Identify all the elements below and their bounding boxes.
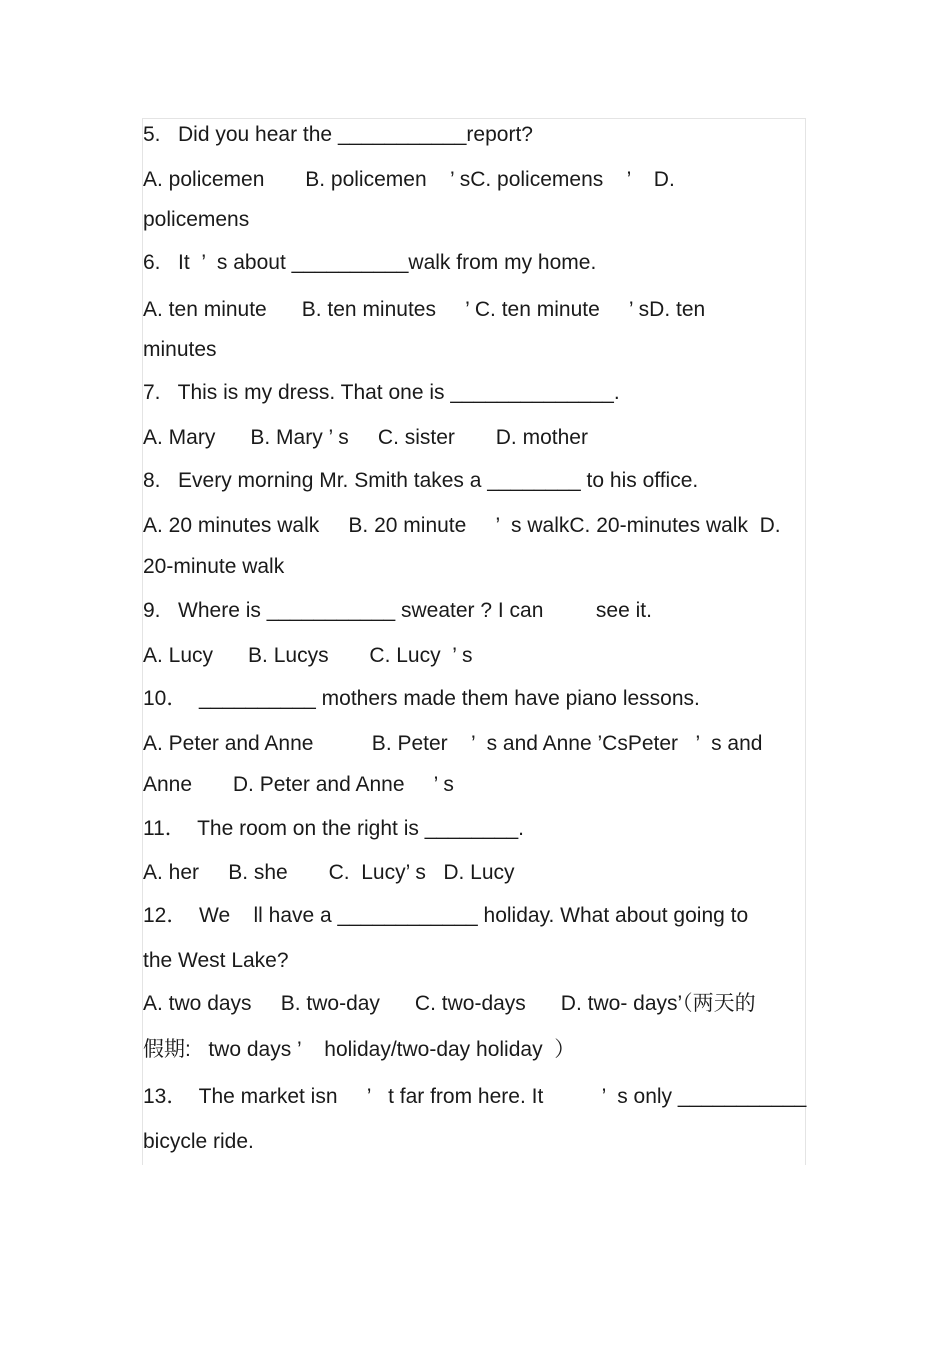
- question-12-cont: the West Lake?: [143, 949, 289, 972]
- question-10-options: A. Peter and Anne B. Peter ’ s and Anne ’CsPeter ’ s and: [143, 732, 763, 755]
- question-11: 11． The room on the right is ________.: [143, 817, 524, 840]
- question-8: 8. Every morning Mr. Smith takes a ________ to his office.: [143, 469, 699, 492]
- question-5-options: A. policemen B. policemen ’ sC. policemens ’ D.: [143, 168, 675, 191]
- question-10-options-cont: Anne D. Peter and Anne ’ s: [143, 773, 454, 796]
- question-5-options-cont: policemens: [143, 208, 250, 231]
- question-5: 5. Did you hear the ___________report?: [143, 123, 533, 146]
- question-11-options: A. her B. she C. Lucy’ s D. Lucy: [143, 861, 515, 884]
- question-12-options-cont: 假期: two days ’ holiday/two-day holiday ）: [143, 1038, 576, 1061]
- question-12-options: A. two days B. two-day C. two-days D. two- days’（两天的: [143, 992, 756, 1015]
- question-13-cont: bicycle ride.: [143, 1130, 254, 1153]
- question-10: 10． __________ mothers made them have piano lessons.: [143, 687, 700, 710]
- question-9: 9. Where is ___________ sweater ? I can see it.: [143, 599, 652, 622]
- question-7: 7. This is my dress. That one is ______________.: [143, 381, 620, 404]
- question-8-options: A. 20 minutes walk B. 20 minute ’ s walkC. 20-minutes walk D.: [143, 514, 781, 537]
- question-13: 13． The market isn ’ t far from here. It ’ s only ___________: [143, 1085, 807, 1108]
- question-6-options-cont: minutes: [143, 338, 217, 361]
- question-6: 6. It ’ s about __________walk from my home.: [143, 251, 597, 274]
- question-6-options: A. ten minute B. ten minutes ’ C. ten minute ’ sD. ten: [143, 298, 706, 321]
- question-7-options: A. Mary B. Mary ’ s C. sister D. mother: [143, 426, 588, 449]
- question-8-options-cont: 20-minute walk: [143, 555, 285, 578]
- question-9-options: A. Lucy B. Lucys C. Lucy ’ s: [143, 644, 473, 667]
- question-12: 12． We ll have a ____________ holiday. What about going to: [143, 904, 749, 927]
